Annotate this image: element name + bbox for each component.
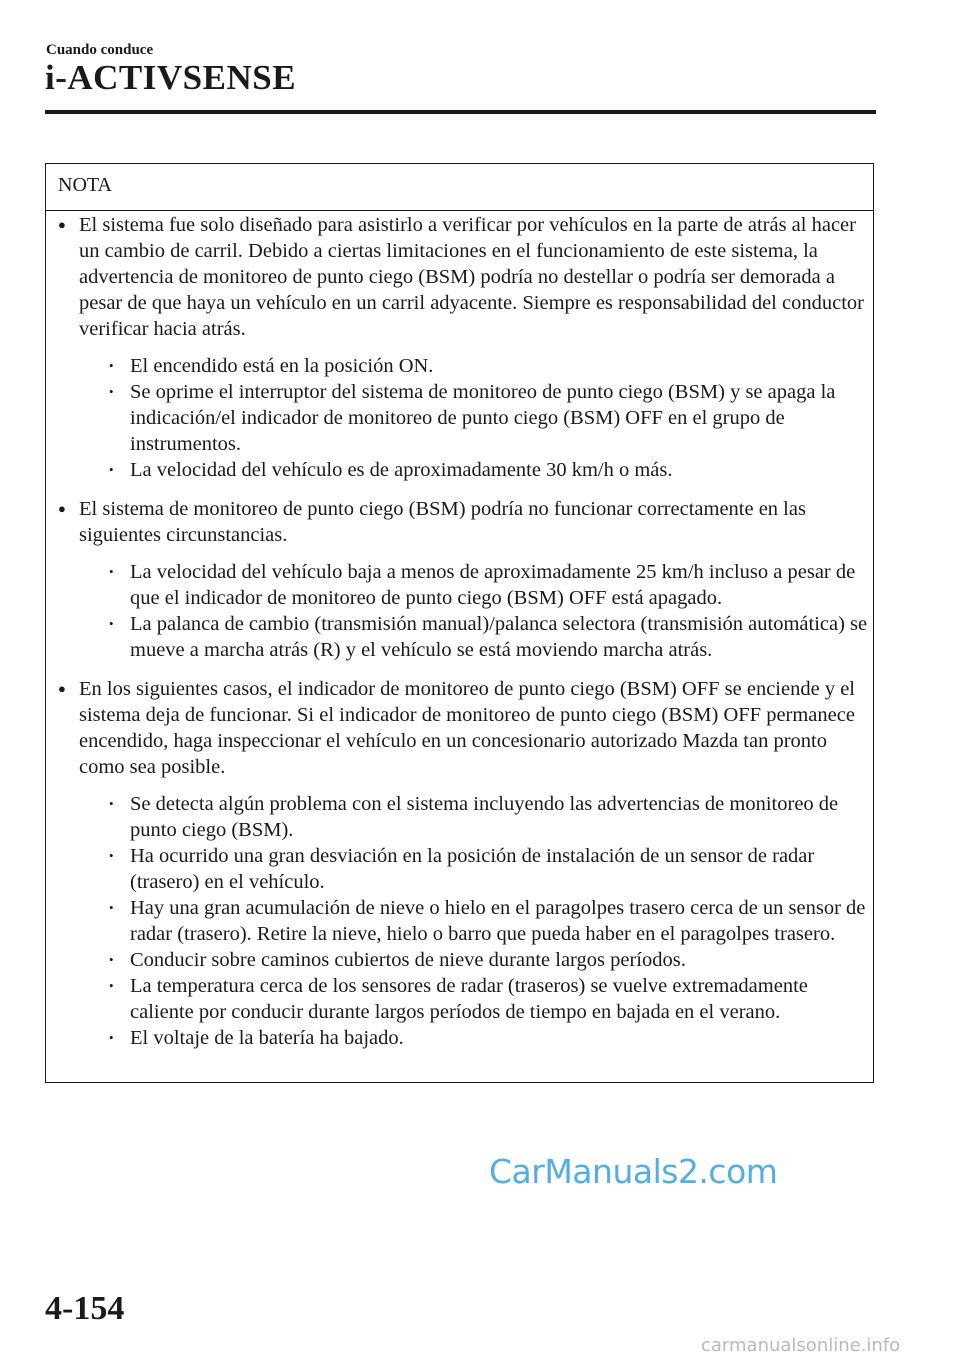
chapter-title: i-ACTIVSENSE xyxy=(45,58,297,97)
sub-item-text: Se detecta algún problema con el sistema incluyendo las advertencias de monitoreo de punto ciego (BSM). xyxy=(130,793,839,841)
note-divider xyxy=(46,210,873,211)
sub-item-text: El encendido está en la posición ON. xyxy=(130,355,434,377)
note-body xyxy=(56,212,868,1064)
sub-item-text: Se oprime el interruptor del sistema de monitoreo de punto ciego (BSM) y se apaga la indicación/el indicador de monitoreo de punto ciego (BSM) OFF en el grupo de instrumentos. xyxy=(130,381,836,455)
watermark-logo: CarManuals2.com xyxy=(489,1152,778,1191)
note-item-text: En los siguientes casos, el indicador de monitoreo de punto ciego (BSM) OFF se enciende y el sistema deja de funcionar. Si el indicador de monitoreo de punto ciego (BSM) OFF permanece encendido, haga inspeccionar el vehículo en un concesionario autorizado Mazda tan pronto como sea posible. xyxy=(79,678,855,778)
sub-item-text: El voltaje de la batería ha bajado. xyxy=(130,1027,404,1049)
note-item-text: El sistema fue solo diseñado para asistirlo a verificar por vehículos en la parte de atrás al hacer un cambio de carril. Debido a ciertas limitaciones en el funcionamiento de este sistema, la advertencia de monitoreo de punto ciego (BSM) podría no destellar o podría ser demorada a pesar de que haya un vehículo en un carril adyacente. Siempre es responsabilidad del conductor verificar hacia atrás. xyxy=(79,214,864,340)
note-box xyxy=(45,163,874,1083)
sub-item-text: La palanca de cambio (transmisión manual)/palanca selectora (transmisión automática) se mueve a marcha atrás (R) y el vehículo se está moviendo marcha atrás. xyxy=(130,613,868,661)
sub-item xyxy=(79,379,868,457)
sub-item xyxy=(79,895,868,947)
sub-bullet-icon: • xyxy=(109,616,114,631)
sub-item xyxy=(79,1025,868,1051)
sub-item-text: La velocidad del vehículo es de aproximadamente 30 km/h o más. xyxy=(130,459,673,481)
sub-item xyxy=(79,791,868,843)
sub-bullet-icon: • xyxy=(109,952,114,967)
sub-bullet-icon: • xyxy=(109,796,114,811)
sub-list xyxy=(79,559,868,663)
sub-bullet-icon: • xyxy=(109,384,114,399)
section-title: Cuando conduce xyxy=(46,42,154,58)
sub-item xyxy=(79,611,868,663)
sub-item-text: Ha ocurrido una gran desviación en la posición de instalación de un sensor de radar (trasero) en el vehículo. xyxy=(130,845,815,893)
sub-bullet-icon: • xyxy=(109,978,114,993)
note-item xyxy=(56,212,868,483)
sub-bullet-icon: • xyxy=(109,1030,114,1045)
sub-item xyxy=(79,457,868,483)
note-title: NOTA xyxy=(58,174,112,196)
note-item-text: El sistema de monitoreo de punto ciego (BSM) podría no funcionar correctamente en las siguientes circunstancias. xyxy=(79,498,806,546)
sub-item xyxy=(79,947,868,973)
bullet-icon: ● xyxy=(58,681,66,696)
sub-item xyxy=(79,353,868,379)
sub-bullet-icon: • xyxy=(109,462,114,477)
sub-item-text: Conducir sobre caminos cubiertos de nieve durante largos períodos. xyxy=(130,949,686,971)
sub-bullet-icon: • xyxy=(109,564,114,579)
sub-item xyxy=(79,973,868,1025)
sub-bullet-icon: • xyxy=(109,900,114,915)
header-rule xyxy=(45,110,876,114)
note-item xyxy=(56,676,868,1051)
sub-item-text: Hay una gran acumulación de nieve o hielo en el paragolpes trasero cerca de un sensor de radar (trasero). Retire la nieve, hielo o barro que pueda haber en el paragolpes trasero. xyxy=(130,897,866,945)
sub-bullet-icon: • xyxy=(109,848,114,863)
sub-item xyxy=(79,559,868,611)
sub-list xyxy=(79,353,868,483)
sub-item-text: La temperatura cerca de los sensores de radar (traseros) se vuelve extremadamente caliente por conducir durante largos períodos de tiempo en bajada en el verano. xyxy=(130,975,808,1023)
page-number: 4-154 xyxy=(45,1290,125,1327)
site-watermark: carmanualsonline.info xyxy=(701,1335,901,1356)
sub-item-text: La velocidad del vehículo baja a menos de aproximadamente 25 km/h incluso a pesar de que el indicador de monitoreo de punto ciego (BSM) OFF está apagado. xyxy=(130,561,856,609)
sub-item xyxy=(79,843,868,895)
sub-list xyxy=(79,791,868,1051)
note-item xyxy=(56,496,868,663)
bullet-icon: ● xyxy=(58,217,66,232)
bullet-icon: ● xyxy=(58,501,66,516)
sub-bullet-icon: • xyxy=(109,358,114,373)
